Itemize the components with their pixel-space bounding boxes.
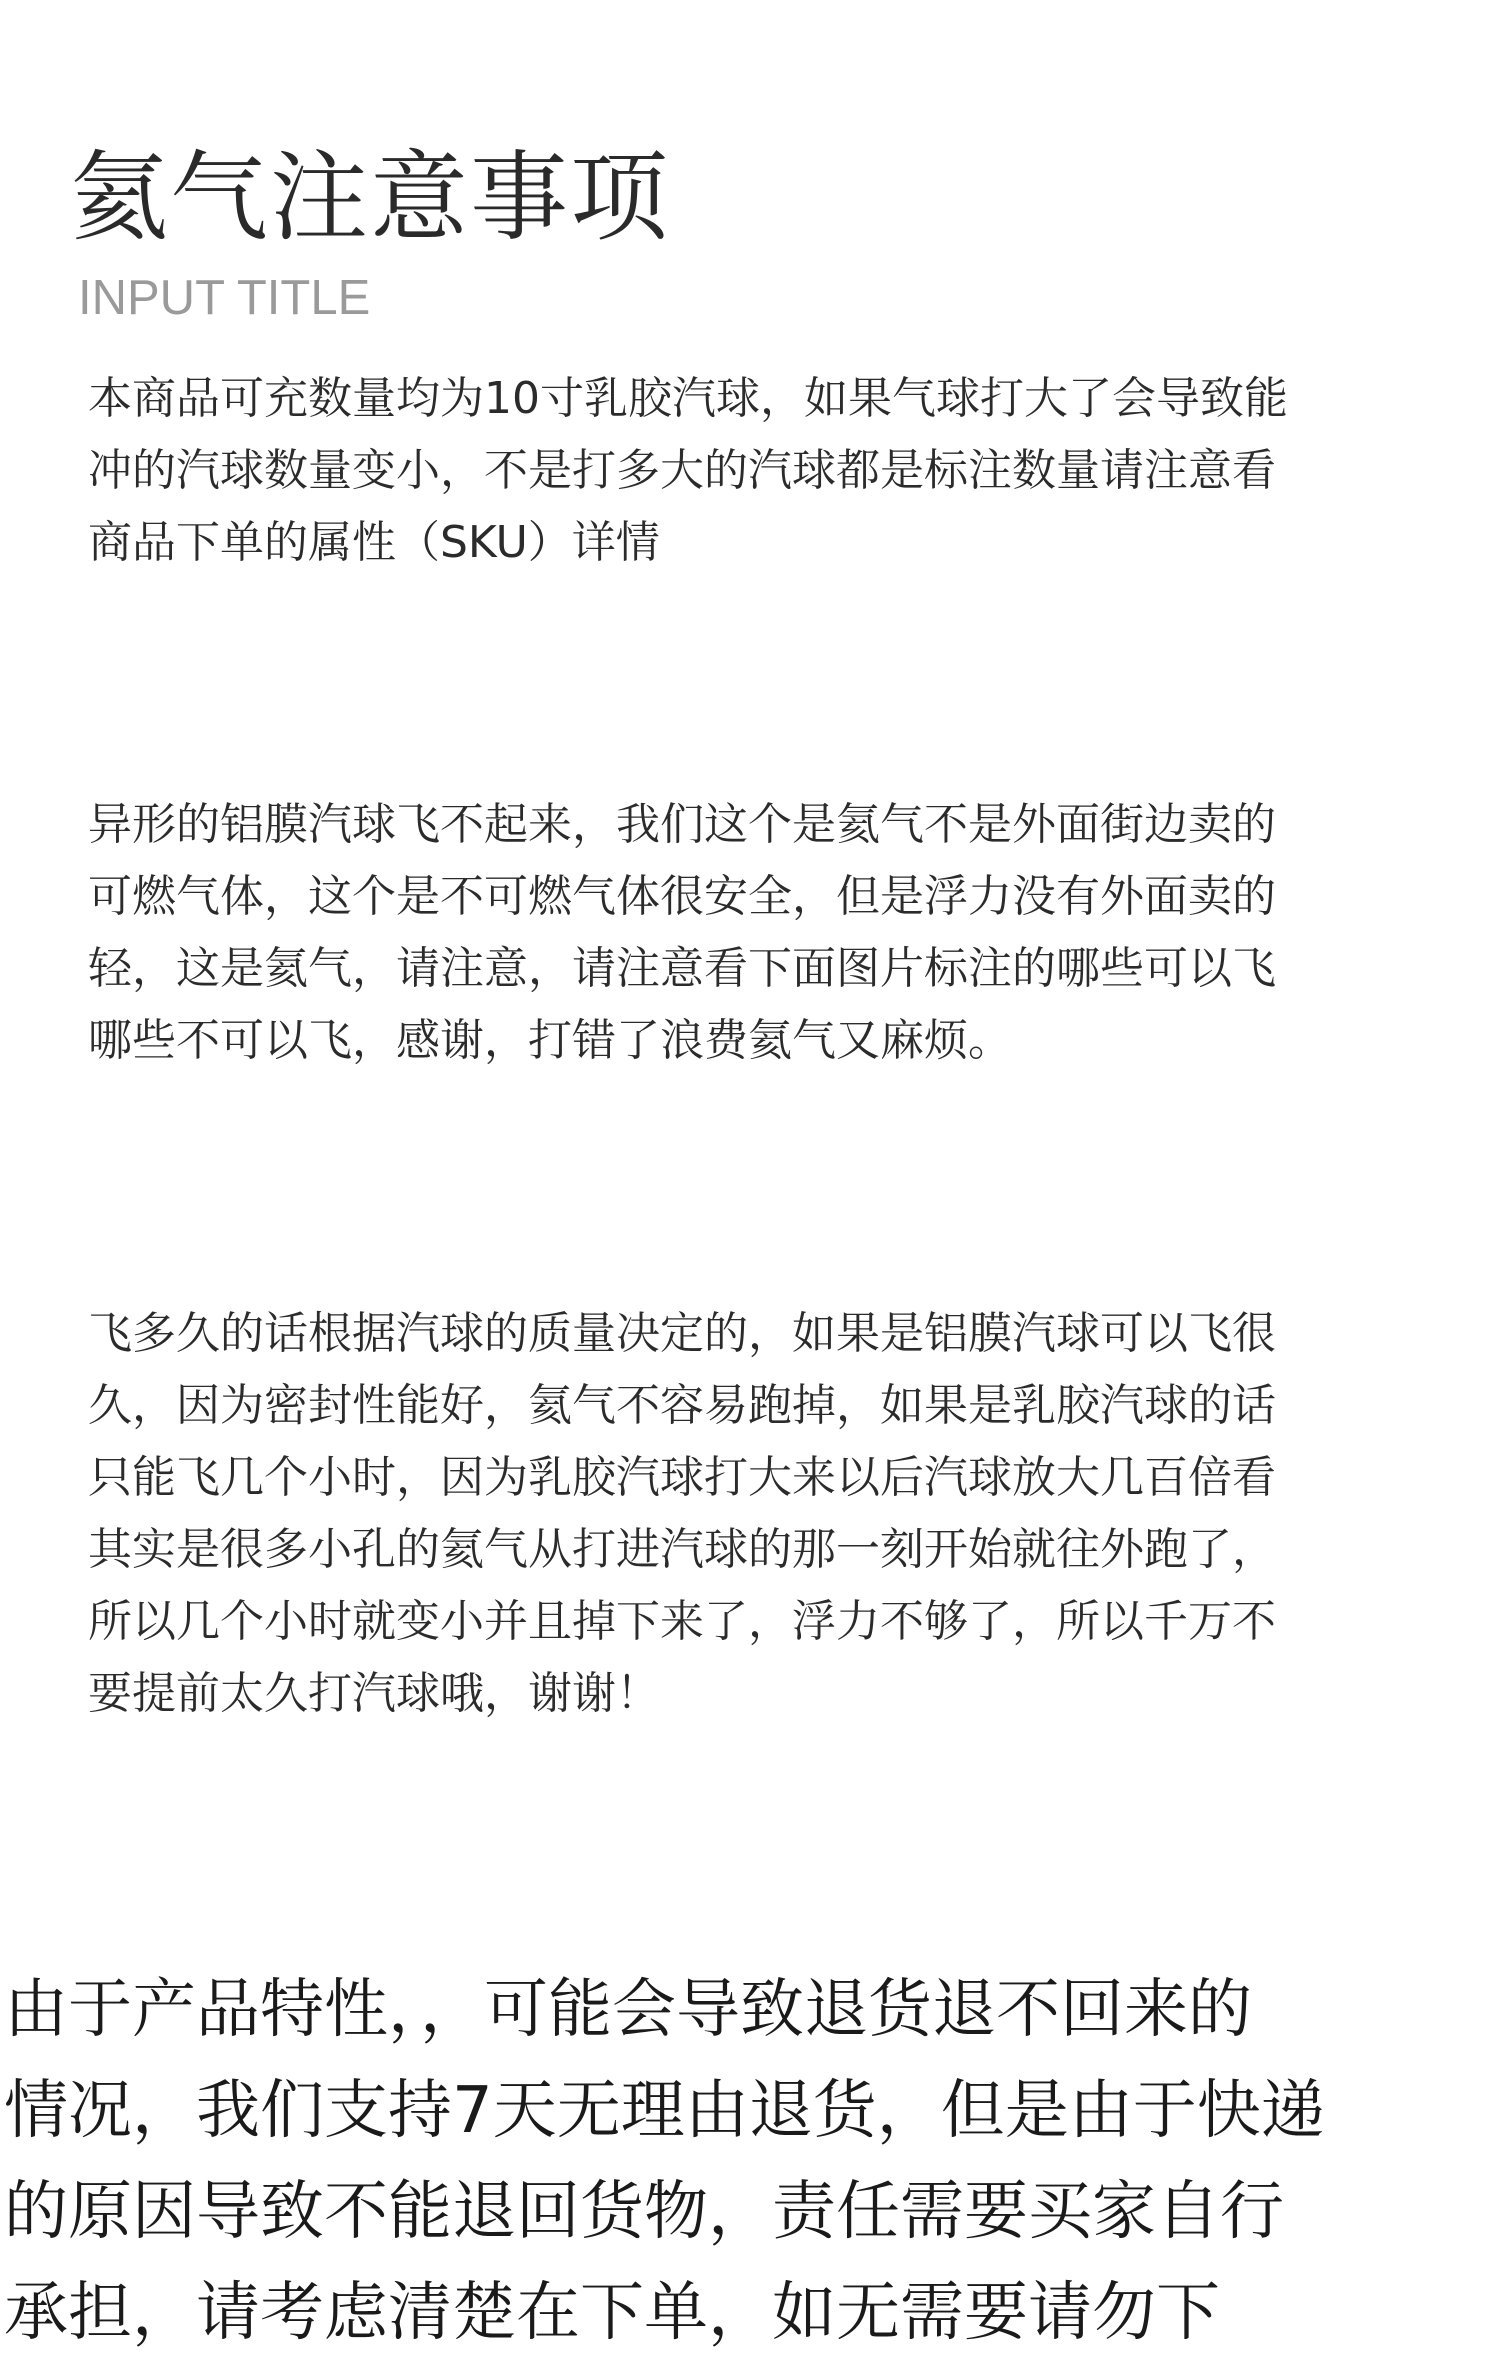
paragraph-line: 商品下单的属性（SKU）详情	[88, 517, 660, 568]
foil-balloon-note-paragraph	[88, 789, 1418, 1077]
flight-duration-note-paragraph	[88, 1298, 1418, 1730]
paragraph-line: 所以几个小时就变小并且掉下来了，浮力不够了，所以千万不	[88, 1596, 1276, 1647]
return-policy-notice	[4, 1960, 1494, 2364]
paragraph-line: 轻，这是氦气，请注意，请注意看下面图片标注的哪些可以飞	[88, 943, 1276, 994]
notice-line: 承担，请考虑清楚在下单，如无需要请勿下	[4, 2276, 1220, 2350]
paragraph-line: 久，因为密封性能好，氦气不容易跑掉，如果是乳胶汽球的话	[88, 1380, 1276, 1431]
notice-line: 情况，我们支持7天无理由退货，但是由于快递	[4, 2074, 1325, 2148]
paragraph-line: 可燃气体，这个是不可燃气体很安全，但是浮力没有外面卖的	[88, 871, 1276, 922]
paragraph-line: 只能飞几个小时，因为乳胶汽球打大来以后汽球放大几百倍看	[88, 1452, 1276, 1503]
paragraph-line: 冲的汽球数量变小，不是打多大的汽球都是标注数量请注意看	[88, 445, 1276, 496]
paragraph-line: 本商品可充数量均为10寸乳胶汽球，如果气球打大了会导致能	[88, 373, 1288, 424]
paragraph-line: 其实是很多小孔的氦气从打进汽球的那一刻开始就往外跑了，	[88, 1524, 1276, 1575]
quantity-note-paragraph	[88, 363, 1418, 579]
paragraph-line: 飞多久的话根据汽球的质量决定的，如果是铝膜汽球可以飞很	[88, 1308, 1276, 1359]
page-title: 氦气注意事项	[70, 141, 671, 255]
paragraph-line: 要提前太久打汽球哦，谢谢！	[88, 1668, 660, 1719]
page-subtitle: INPUT TITLE	[78, 271, 371, 325]
paragraph-line: 哪些不可以飞，感谢，打错了浪费氦气又麻烦。	[88, 1015, 1012, 1066]
notice-line: 由于产品特性，，可能会导致退货退不回来的	[4, 1973, 1252, 2047]
paragraph-line: 异形的铝膜汽球飞不起来，我们这个是氦气不是外面街边卖的	[88, 799, 1276, 850]
notice-line: 的原因导致不能退回货物，责任需要买家自行	[4, 2175, 1284, 2249]
